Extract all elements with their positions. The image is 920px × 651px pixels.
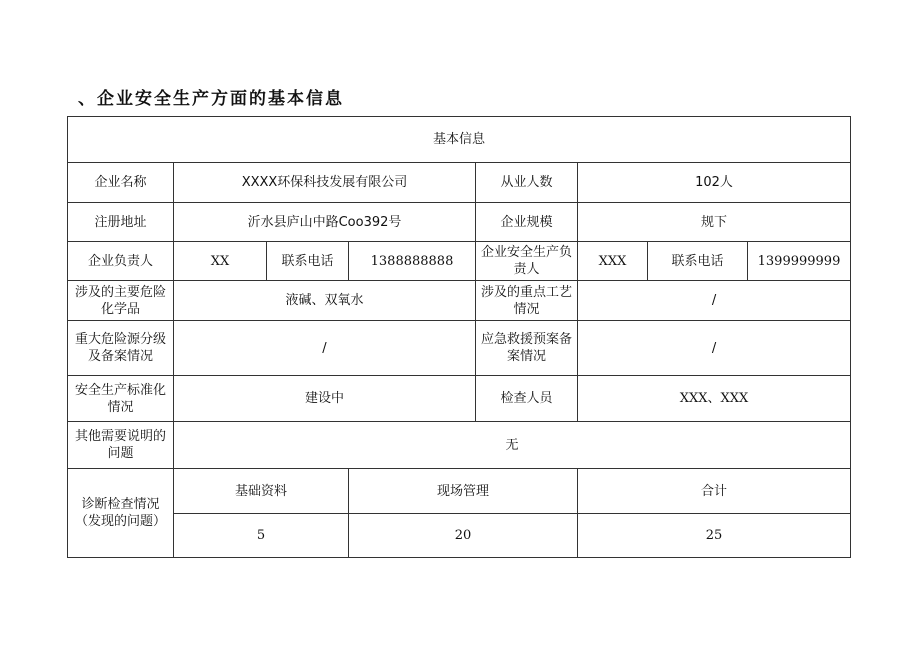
diag-value-basic: 5 — [174, 514, 349, 558]
phone2-label: 联系电话 — [648, 242, 748, 281]
hazard-value: / — [174, 321, 476, 376]
diag-header-site: 现场管理 — [349, 469, 578, 514]
phone1-value: 1388888888 — [349, 242, 476, 281]
diag-value-total: 25 — [578, 514, 851, 558]
scale-label: 企业规模 — [476, 203, 578, 242]
address-value: 沂水县庐山中路Coo392号 — [174, 203, 476, 242]
chemicals-label: 涉及的主要危险化学品 — [68, 281, 174, 321]
phone2-value: 1399999999 — [748, 242, 851, 281]
chemicals-value: 液碱、双氧水 — [174, 281, 476, 321]
other-value: 无 — [174, 422, 851, 469]
section-heading: 、企业安全生产方面的基本信息 — [78, 89, 344, 109]
diag-header-basic: 基础资料 — [174, 469, 349, 514]
responsible-label: 企业负责人 — [68, 242, 174, 281]
phone1-label: 联系电话 — [267, 242, 349, 281]
process-label: 涉及的重点工艺情况 — [476, 281, 578, 321]
company-name-value: XXXX环保科技发展有限公司 — [174, 163, 476, 203]
diag-header-total: 合计 — [578, 469, 851, 514]
company-name-label: 企业名称 — [68, 163, 174, 203]
safety-responsible-value: XXX — [578, 242, 648, 281]
process-value: / — [578, 281, 851, 321]
standard-label: 安全生产标准化情况 — [68, 376, 174, 422]
emergency-label: 应急救援预案备案情况 — [476, 321, 578, 376]
employees-value: 102人 — [578, 163, 851, 203]
inspector-value: XXX、XXX — [578, 376, 851, 422]
table-title: 基本信息 — [68, 117, 851, 163]
basic-info-table — [67, 116, 851, 558]
diag-value-site: 20 — [349, 514, 578, 558]
other-label: 其他需要说明的问题 — [68, 422, 174, 469]
scale-value: 规下 — [578, 203, 851, 242]
diagnosis-label: 诊断检查情况（发现的问题） — [68, 469, 174, 558]
address-label: 注册地址 — [68, 203, 174, 242]
employees-label: 从业人数 — [476, 163, 578, 203]
safety-responsible-label: 企业安全生产负责人 — [476, 242, 578, 281]
inspector-label: 检查人员 — [476, 376, 578, 422]
hazard-label: 重大危险源分级及备案情况 — [68, 321, 174, 376]
responsible-value: XX — [174, 242, 267, 281]
emergency-value: / — [578, 321, 851, 376]
standard-value: 建设中 — [174, 376, 476, 422]
